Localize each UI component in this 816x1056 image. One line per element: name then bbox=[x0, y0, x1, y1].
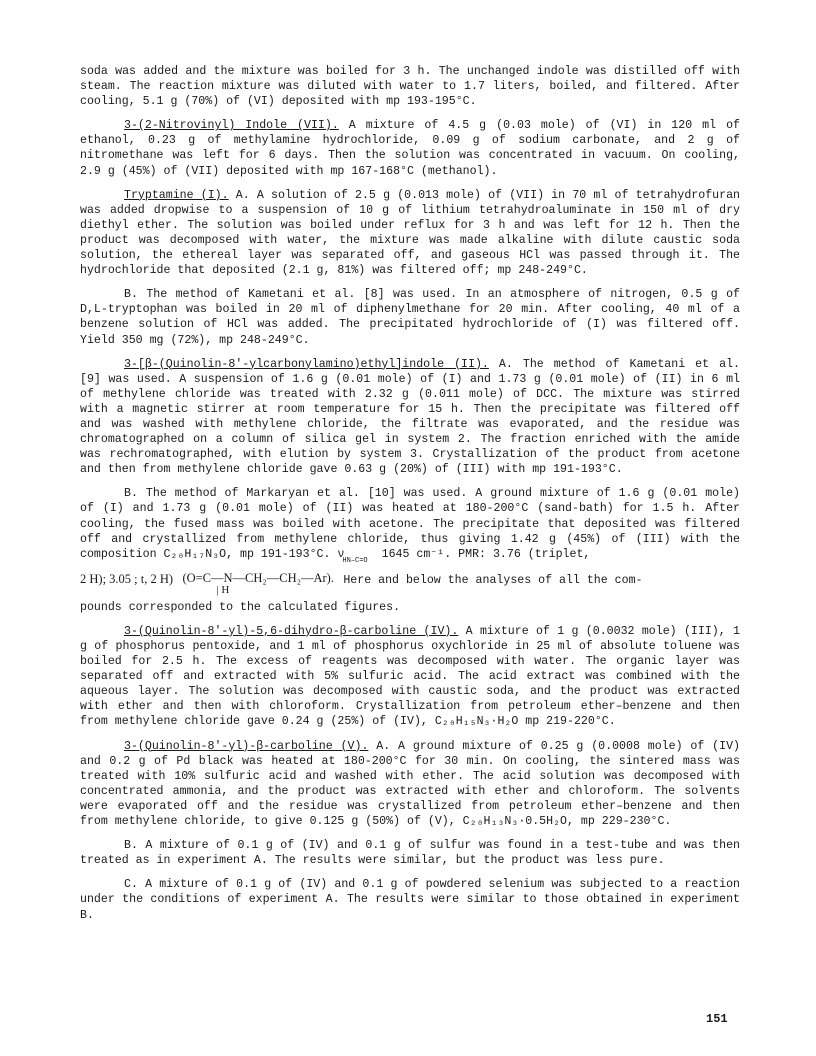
paragraph-quinolinylcarbonylamino bbox=[80, 357, 740, 478]
section-heading: Tryptamine (I). bbox=[124, 188, 229, 202]
page-number: 151 bbox=[706, 1012, 728, 1026]
paragraph-p7 bbox=[80, 600, 740, 615]
paragraph-nitrovinyl-indole bbox=[80, 118, 740, 178]
paragraph-experiment-b bbox=[80, 838, 740, 868]
amide-structure bbox=[182, 572, 334, 596]
paragraph-text: pounds corresponded to the calculated figures. bbox=[80, 600, 401, 614]
paragraph-text: A. The method of Kametani et al. [9] was used. A suspension of 1.6 g (0.01 mole) of (I) and 1.73 g (0.01 mole) of (II) in 6 ml of methylene chloride was treated with 2.32 g (0.011 mole) of DCC. The mixture was stirred with a magnetic stirrer at room temperature for 15 h. Then the precipitate was filtered off and was washed with methylene chloride, the filtrate was evaporated, and the residue was chromatographed on a column of silica gel in system 2. The fraction enriched with the amide was rechromatographed, with elution by system 3. Crystallization of the product from acetone and then from methylene chloride gave 0.63 g (20%) of (III) with mp 191-193°C. bbox=[80, 357, 741, 477]
paper-page bbox=[80, 64, 740, 932]
paragraph-text: B. The method of Markaryan et al. [10] was used. A ground mixture of 1.6 g (0.01 mole) of (I) and 1.73 g (0.01 mole) of (II) was heated at 180-200°C (sand-bath) for 1.5 h. After cooling, the fused mass was boiled with acetone. The precipitate that deposited was filtered off and crystallized from methylene chloride, thus giving 1.42 g (45%) of (III) with the composition C₂₀H₁₇N₃O, mp 191-193°C. ν bbox=[80, 487, 740, 561]
paragraph-experiment-c bbox=[80, 877, 740, 922]
paragraph-kametani-b bbox=[80, 287, 740, 347]
paragraph-carboline bbox=[80, 739, 740, 830]
section-heading: 3-(2-Nitrovinyl) Indole (VII). bbox=[124, 119, 339, 133]
paragraph-text: soda was added and the mixture was boiled for 3 h. The unchanged indole was distilled off with steam. The reaction mixture was diluted with water to 1.7 liters, boiled, and filtered. After cooling, 5.1 g (70%) of (VI) deposited with mp 193-195°C. bbox=[80, 65, 740, 109]
section-heading: 3-(Quinolin-8'-yl)-5,6-dihydro-β-carboline (IV). bbox=[124, 624, 459, 638]
paragraph-text: C. A mixture of 0.1 g of (IV) and 0.1 g of powdered selenium was subjected to a reaction under the conditions of experiment A. The results were similar to those obtained in experiment B. bbox=[80, 878, 740, 922]
amide-structure-top: (O=C—N—CH₂—CH₂—Ar). bbox=[182, 570, 334, 585]
ir-subscript: HN–C=O bbox=[342, 556, 368, 565]
paragraph-text: B. The method of Kametani et al. [8] was used. In an atmosphere of nitrogen, 0.5 g of D,L-tryptophan was boiled in 20 ml of diphenylmethane for 20 min. After cooling, 40 ml of a benzene solution of HCl was added. The precipitated hydrochloride of (I) was filtered off. Yield 350 mg (72%), mp 248-249°C. bbox=[80, 288, 740, 347]
section-heading: 3-[β-(Quinolin-8'-ylcarbonylamino)ethyl]indole (II). bbox=[124, 357, 489, 371]
formula-lead: 2 H); 3.05 ; t, 2 H) bbox=[80, 571, 174, 586]
paragraph-text: B. A mixture of 0.1 g of (IV) and 0.1 g of sulfur was found in a test-tube and was then treated as in experiment A. The results were similar, but the product was less pure. bbox=[80, 839, 740, 868]
paragraph-markaryan-b bbox=[80, 486, 740, 568]
paragraph-text: A mixture of 4.5 g (0.03 mole) of (VI) in 120 ml of ethanol, 0.23 g of methylamine hydrochloride, 0.09 g of sodium carbonate, and 2 g of nitromethane was left for 6 days. Then the solution was concentrated in vacuum. On cooling, 2.9 g (45%) of (VII) deposited with mp 167-168°C (methanol). bbox=[80, 119, 740, 178]
paragraph-p0 bbox=[80, 64, 740, 109]
paragraph-tryptamine bbox=[80, 188, 740, 279]
amide-structure-bottom: | H bbox=[216, 583, 230, 596]
formula-continuation: Here and below the analyses of all the com- bbox=[343, 573, 643, 587]
paragraph-text-tail: 1645 cm⁻¹. PMR: 3.76 (triplet, bbox=[381, 547, 591, 561]
paragraph-text: A. A solution of 2.5 g (0.013 mole) of (VII) in 70 ml of tetrahydrofuran was added dropwise to a suspension of 10 g of lithium tetrahydroaluminate in 150 ml of dry diethyl ether. The solution was boiled under reflux for 3 h and was left for 12 h. Then the product was decomposed with water, the mixture was made alkaline with dilute caustic soda solution, the ethereal layer was separated off, and gaseous HCl was passed through it. The hydrochloride that deposited (2.1 g, 81%) was filtered off; mp 248-249°C. bbox=[80, 188, 740, 278]
paragraph-dihydro-carboline bbox=[80, 624, 740, 730]
formula-line bbox=[80, 572, 740, 596]
section-heading: 3-(Quinolin-8'-yl)-β-carboline (V). bbox=[124, 739, 369, 753]
paragraph-text: A mixture of 1 g (0.0032 mole) (III), 1 g of phosphorus pentoxide, and 1 ml of phosphorus oxychloride in 25 ml of absolute toluene was boiled for 2.5 h. The excess of reagents was decomposed with water. The organic layer was separated off and extracted with 5% sulfuric acid. The acid extract was combined with the aqueous layer. The solution was decomposed with caustic soda, and the product was extracted with ether and then with chloroform. Crystallization from petroleum ether–benzene and then from methylene chloride gave 0.24 g (25%) of (IV), C₂₀H₁₅N₃·H₂O mp 219-220°C. bbox=[80, 624, 740, 729]
paragraph-text: A. A ground mixture of 0.25 g (0.0008 mole) of (IV) and 0.2 g of Pd black was heated at 180-200°C for 30 min. On cooling, the sintered mass was treated with 10% sulfuric acid and washed with ether. The acid solution was decomposed with concentrated ammonia, and the product was extracted with ether and chloroform. The solvents were evaporated off and the residue was crystallized from petroleum ether–benzene and then from methylene chloride, to give 0.125 g (50%) of (V), C₂₀H₁₃N₃·0.5H₂O, mp 229-230°C. bbox=[80, 739, 740, 829]
